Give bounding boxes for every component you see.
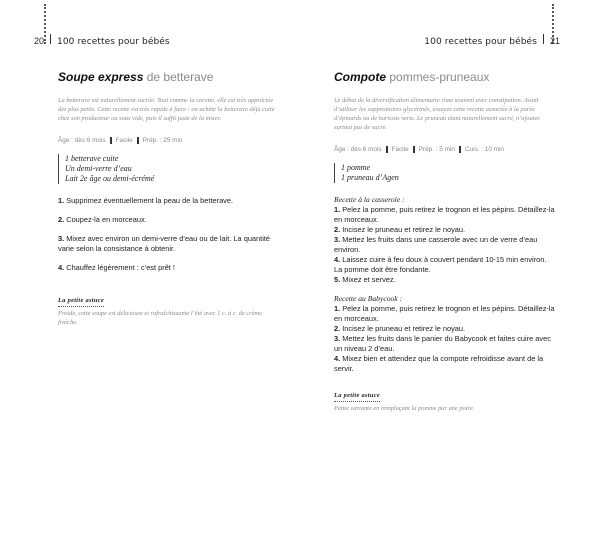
step-text: Laissez cuire à feu doux à couvert pendant 10-15 min environ. La pomme doit être fondante. [334,255,547,274]
step-number: 5. [334,275,341,284]
tip-title: La petite astuce [334,392,380,402]
step [334,334,556,354]
recipe-compote-pommes-pruneaux [334,70,556,413]
recipe-meta [334,146,556,153]
meta-prep: Prép. : 5 min [418,146,455,153]
babycook-method-title: Recette au Babycook : [334,294,403,303]
step-text: Mettez les fruits dans le panier du Babycook et faites cuire avec un niveau 2 d’eau. [334,334,551,353]
step-text: Coupez-la en morceaux. [66,215,147,224]
meta-difficulty: Facile [115,137,133,144]
meta-age: Âge : dès 6 mois [58,137,106,144]
tip-text: Froide, cette soupe est délicieuse et rafraîchissante l’été avec 1 c. à c. de crème fraîche. [58,310,263,326]
meta-difficulty: Facile [391,146,409,153]
step [58,263,280,273]
ingredient: Lait 2e âge ou demi-écrémé [65,174,155,183]
page-number-left: 20 [34,36,45,46]
recipe-title [58,70,280,84]
meta-separator [459,146,461,153]
step [334,275,556,285]
meta-cook: Cuis. : 10 min [464,146,504,153]
step [58,196,280,206]
step [58,234,280,254]
recipe-title-light: de betterave [146,70,214,84]
step-number: 2. [334,225,341,234]
step-number: 2. [334,324,341,333]
recipe-meta [58,137,280,144]
recipe-title-bold: Compote [334,70,386,84]
meta-separator [137,137,139,144]
ingredient-list [58,154,280,184]
step-number: 3. [58,234,65,243]
step-number: 3. [334,334,341,343]
step-text: Chauffez légèrement : c’est prêt ! [66,263,175,272]
tip-text: Petite variante en remplaçant la pomme par une poire. [334,405,475,412]
step-list [58,196,280,273]
step [58,215,280,225]
step-number: 4. [58,263,65,272]
meta-prep: Prép. : 25 min [142,137,183,144]
step [334,304,556,324]
step-number: 1. [334,205,341,214]
header-separator [50,34,51,44]
step-number: 1. [334,304,341,313]
ingredient: 1 pomme [341,163,371,172]
step-text: Incisez le pruneau et retirez le noyau. [342,225,466,234]
meta-separator [110,137,112,144]
step-text: Incisez le pruneau et retirez le noyau. [342,324,466,333]
step-text: Pelez la pomme, puis retirez le trognon et les pépins. Détaillez-la en morceaux. [334,205,555,224]
step [334,324,556,334]
ingredient-list [334,163,556,183]
tip-title: La petite astuce [58,297,104,307]
step-text: Mixez bien et attendez que la compote refroidisse avant de la servir. [334,354,544,373]
step [334,354,556,374]
meta-separator [413,146,415,153]
casserole-method-title: Recette à la casserole : [334,195,405,204]
step-number: 3. [334,235,341,244]
right-page-header [424,34,560,47]
right-page [300,0,600,543]
recipe-intro: La betterave est naturellement sucrée. Tout comme la carotte, elle est très appréciée des plus petits. Cette recette est très rapide à faire : on achète la betterave déjà cuite chez son producteur ou sous vide, puis il suffit juste de la mixer. [58,97,275,122]
recipe-intro: Le début de la diversification alimentaire rime souvent avec constipation. Avant d’utiliser les suppositoires glycérinés, essayez cette recette associée à la purée d’épinards ou de haricots verts. Le pruneau étant naturellement sucré, n’ajoutez surtout pas de sucre. [334,97,540,131]
step-text: Mettez les fruits dans une casserole avec un de verre d’eau environ. [334,235,538,254]
page-number-right: 21 [549,36,560,46]
recipe-soupe-betterave [58,70,280,327]
step-text: Mixez avec environ un demi-verre d’eau ou de lait. La quantité varie selon la consistance à obtenir. [58,234,271,253]
book-title-right: 100 recettes pour bébés [424,37,537,47]
tip-box [334,384,556,413]
step-text: Pelez la pomme, puis retirez le trognon et les pépins. Détaillez-la en morceaux. [334,304,555,323]
recipe-title [334,70,556,84]
step [334,235,556,255]
ingredient: Un demi-verre d’eau [65,164,132,173]
step-number: 1. [58,196,65,205]
step [334,225,556,235]
recipe-title-light: pommes-pruneaux [389,70,490,84]
tip-box [58,289,280,327]
step-number: 4. [334,255,341,264]
left-page-header [34,34,170,47]
meta-age: Âge : dès 6 mois [334,146,382,153]
header-separator [543,34,544,44]
meta-separator [386,146,388,153]
ingredient: 1 pruneau d’Agen [341,173,399,182]
step-number: 2. [58,215,65,224]
ingredient: 1 betterave cuite [65,154,119,163]
step [334,205,556,225]
recipe-title-bold: Soupe express [58,70,144,84]
casserole-step-list [334,205,556,285]
book-title-left: 100 recettes pour bébés [57,37,170,47]
step-number: 4. [334,354,341,363]
babycook-step-list [334,304,556,374]
step-text: Supprimez éventuellement la peau de la betterave. [66,196,234,205]
step [334,255,556,275]
step-text: Mixez et servez. [342,275,396,284]
